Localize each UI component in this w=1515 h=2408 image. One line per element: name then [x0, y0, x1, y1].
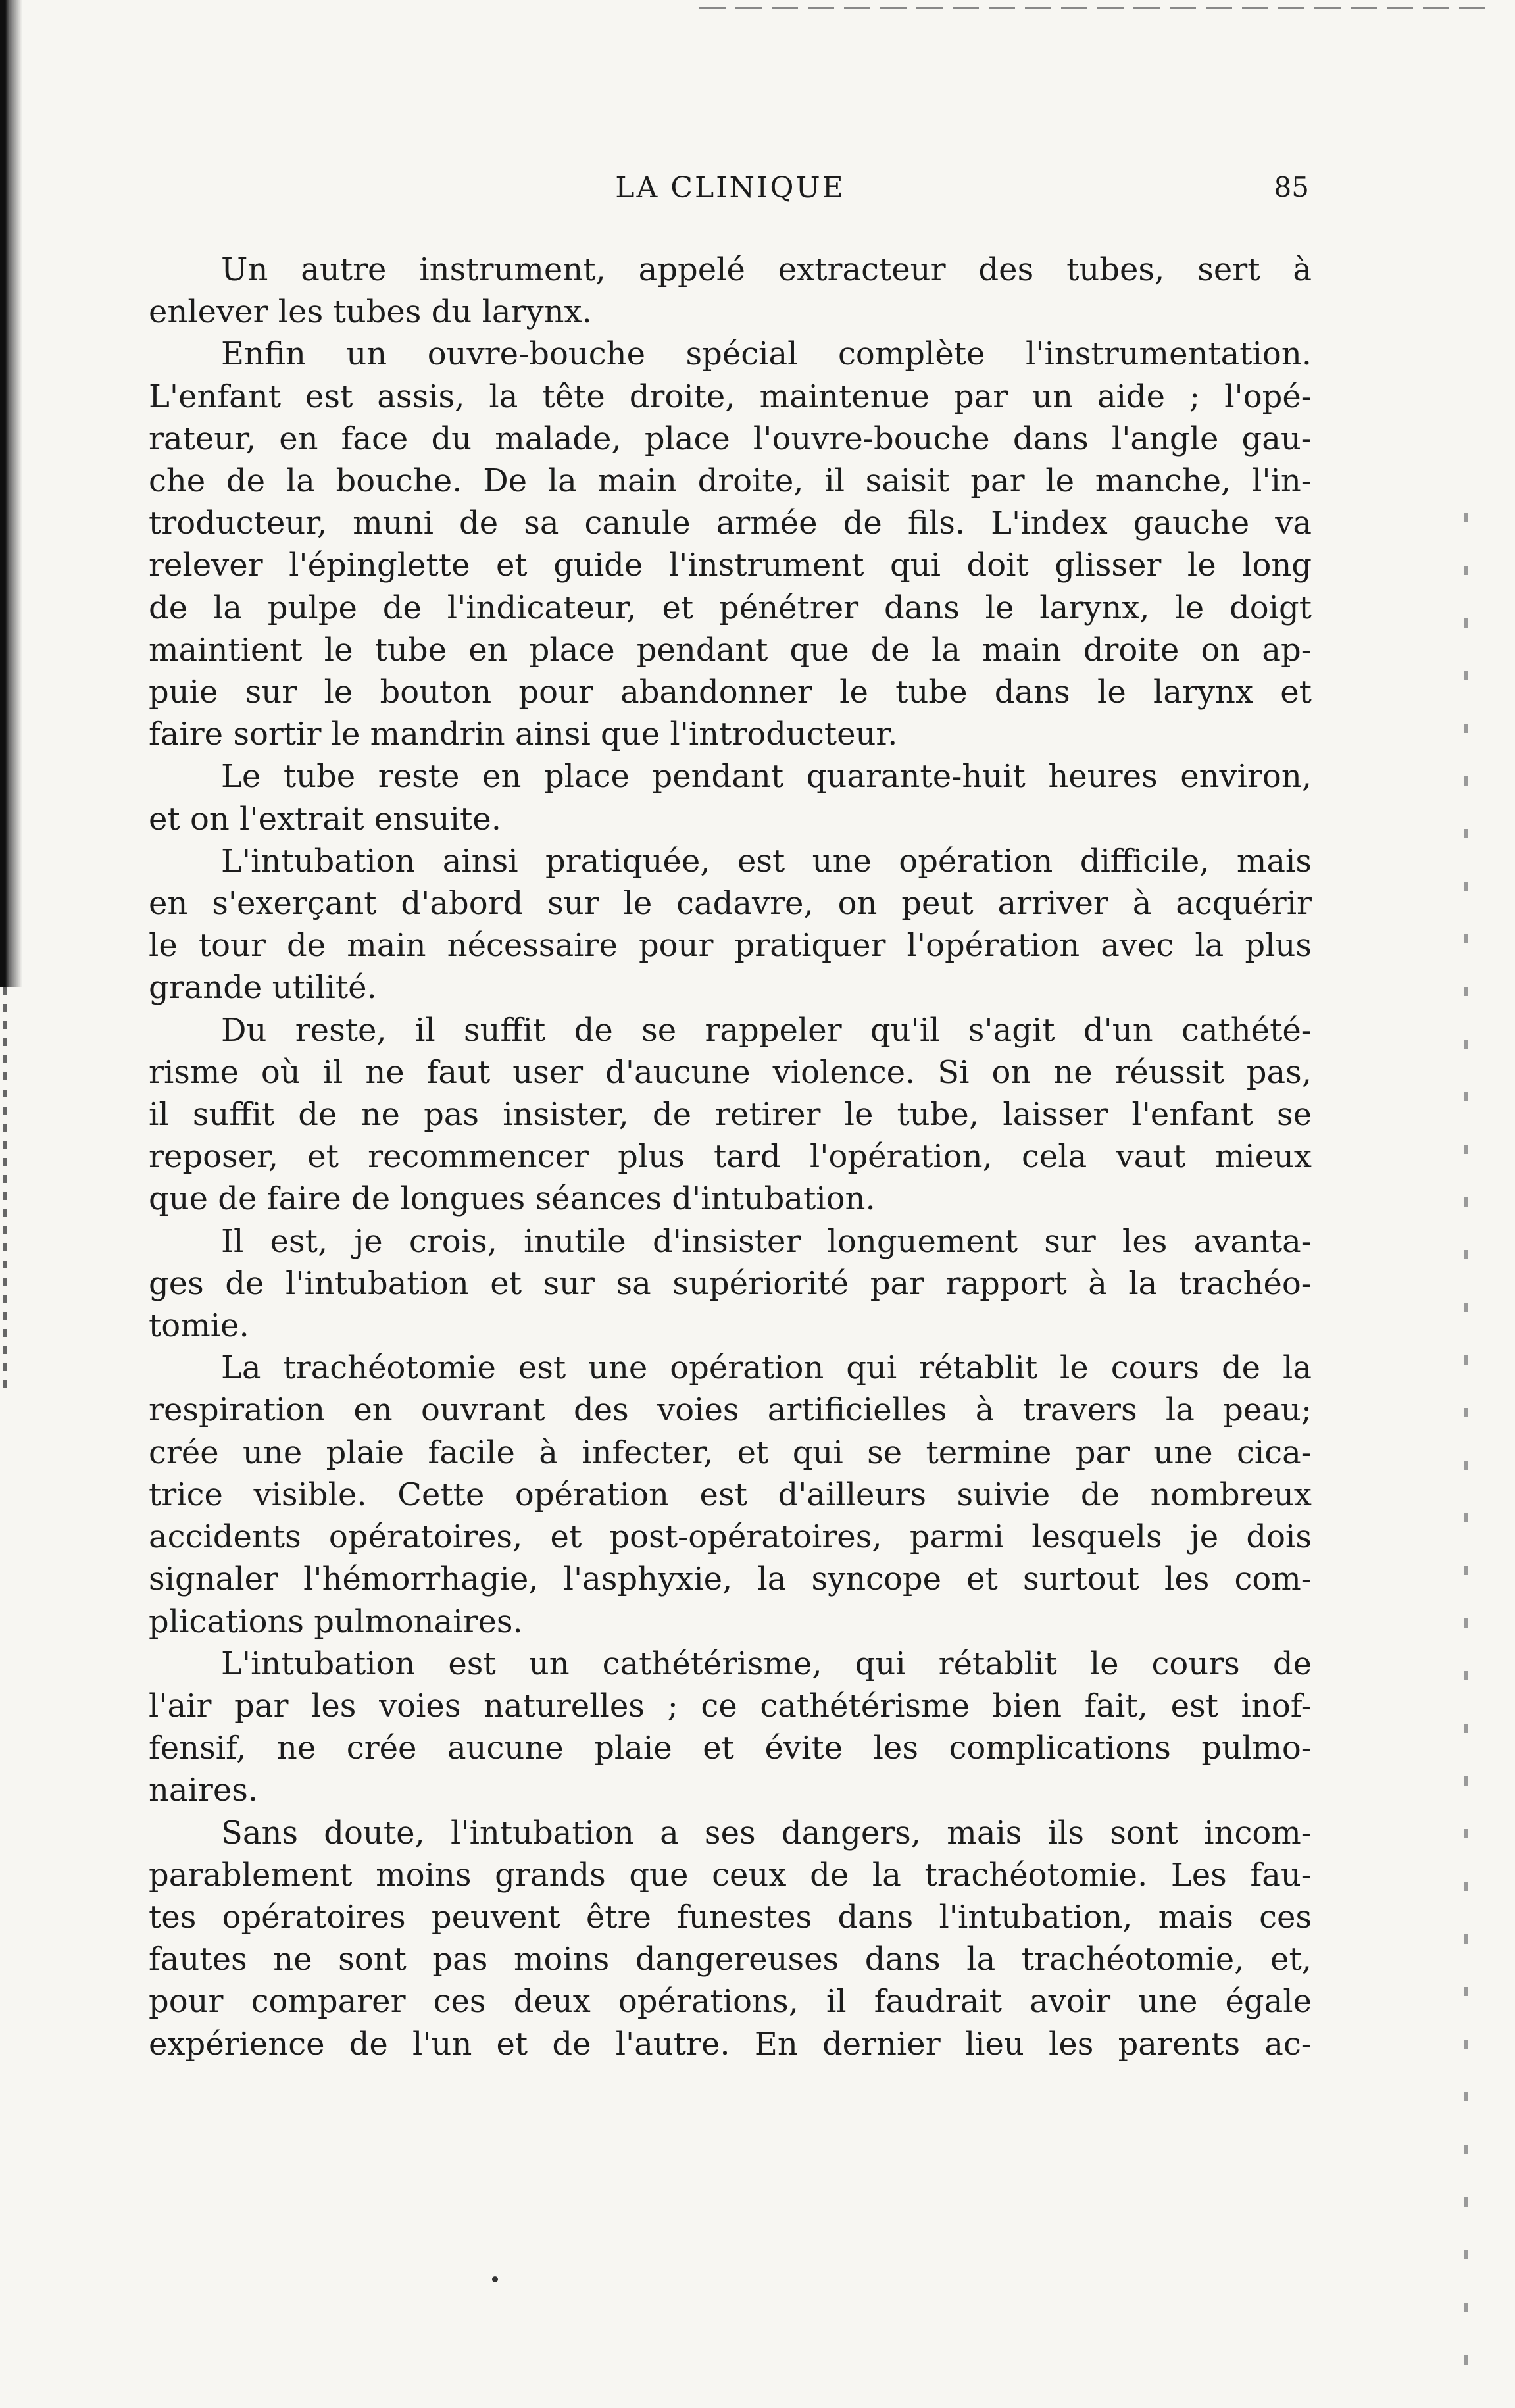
text-line: tes opératoires peuvent être funestes dans l'intubation, mais ces [149, 1898, 1312, 1936]
text-line: Il est, je crois, inutile d'insister longuement sur les avanta- [221, 1222, 1312, 1260]
text-line: trice visible. Cette opération est d'ailleurs suivie de nombreux [149, 1476, 1312, 1513]
text-line: Un autre instrument, appelé extracteur des tubes, sert à [221, 251, 1312, 288]
text-line: La trachéotomie est une opération qui rétablit le cours de la [221, 1349, 1312, 1387]
text-line: Du reste, il suffit de se rappeler qu'il s'agit d'un cathété- [221, 1011, 1312, 1049]
text-line: plications pulmonaires. [149, 1603, 523, 1640]
text-line: che de la bouche. De la main droite, il saisit par le manche, l'in- [149, 463, 1312, 500]
text-line: Sans doute, l'intubation a ses dangers, mais ils sont incom- [221, 1814, 1312, 1851]
text-line: de la pulpe de l'indicateur, et pénétrer dans le larynx, le doigt [149, 589, 1312, 626]
text-line: que de faire de longues séances d'intubation. [149, 1180, 876, 1218]
scan-edge-left-lower [3, 987, 7, 1395]
text-line: fensif, ne crée aucune plaie et évite les complications pulmo- [149, 1730, 1312, 1767]
page-header [151, 166, 1309, 212]
text-line: puie sur le bouton pour abandonner le tube dans le larynx et [149, 674, 1312, 711]
scan-right-dots [1464, 513, 1468, 2388]
scan-top-line [699, 7, 1489, 9]
running-title: LA CLINIQUE [615, 171, 845, 205]
text-line: fautes ne sont pas moins dangereuses dans la trachéotomie, et, [149, 1941, 1312, 1978]
text-line: crée une plaie facile à infecter, et qui se termine par une cica- [149, 1434, 1312, 1471]
text-line: respiration en ouvrant des voies artificielles à travers la peau; [149, 1392, 1312, 1429]
text-line: expérience de l'un et de l'autre. En dernier lieu les parents ac- [149, 2025, 1312, 2063]
text-line: ges de l'intubation et sur sa supériorité par rapport à la trachéo- [149, 1265, 1312, 1302]
text-line: accidents opératoires, et post-opératoires, parmi lesquels je dois [149, 1518, 1312, 1556]
text-line: parablement moins grands que ceux de la trachéotomie. Les fau- [149, 1856, 1312, 1894]
text-line: L'enfant est assis, la tête droite, maintenue par un aide ; l'opé- [149, 378, 1312, 415]
text-line: naires. [149, 1772, 259, 1809]
text-line: il suffit de ne pas insister, de retirer le tube, laisser l'enfant se [149, 1096, 1312, 1134]
text-line: l'air par les voies naturelles ; ce cathétérisme bien fait, est inof- [149, 1687, 1312, 1724]
body-text [149, 249, 1312, 2065]
text-line: reposer, et recommencer plus tard l'opération, cela vaut mieux [149, 1138, 1312, 1176]
text-line: L'intubation est un cathétérisme, qui rétablit le cours de [221, 1645, 1312, 1682]
text-line: et on l'extrait ensuite. [149, 800, 501, 838]
text-line: rateur, en face du malade, place l'ouvre-bouche dans l'angle gau- [149, 420, 1312, 457]
text-line: faire sortir le mandrin ainsi que l'introducteur. [149, 716, 898, 753]
text-line: maintient le tube en place pendant que de la main droite on ap- [149, 631, 1312, 668]
text-line: grande utilité. [149, 969, 377, 1007]
text-line: troducteur, muni de sa canule armée de fils. L'index gauche va [149, 505, 1312, 542]
text-line: Le tube reste en place pendant quarante-huit heures environ, [221, 758, 1312, 795]
stray-dot [492, 2276, 498, 2282]
text-line: signaler l'hémorrhagie, l'asphyxie, la syncope et surtout les com- [149, 1561, 1312, 1598]
text-line: risme où il ne faut user d'aucune violence. Si on ne réussit pas, [149, 1053, 1312, 1091]
text-line: en s'exerçant d'abord sur le cadavre, on peut arriver à acquérir [149, 885, 1312, 922]
scan-edge-left [0, 0, 22, 987]
text-line: L'intubation ainsi pratiquée, est une opération difficile, mais [221, 842, 1312, 880]
text-line: le tour de main nécessaire pour pratiquer l'opération avec la plus [149, 927, 1312, 965]
text-line: tomie. [149, 1307, 249, 1345]
text-line: enlever les tubes du larynx. [149, 293, 592, 331]
text-line: pour comparer ces deux opérations, il faudrait avoir une égale [149, 1983, 1312, 2020]
text-line: Enfin un ouvre-bouche spécial complète l'instrumentation. [221, 336, 1312, 373]
text-line: relever l'épinglette et guide l'instrument qui doit glisser le long [149, 547, 1312, 584]
page-number: 85 [1274, 171, 1309, 203]
